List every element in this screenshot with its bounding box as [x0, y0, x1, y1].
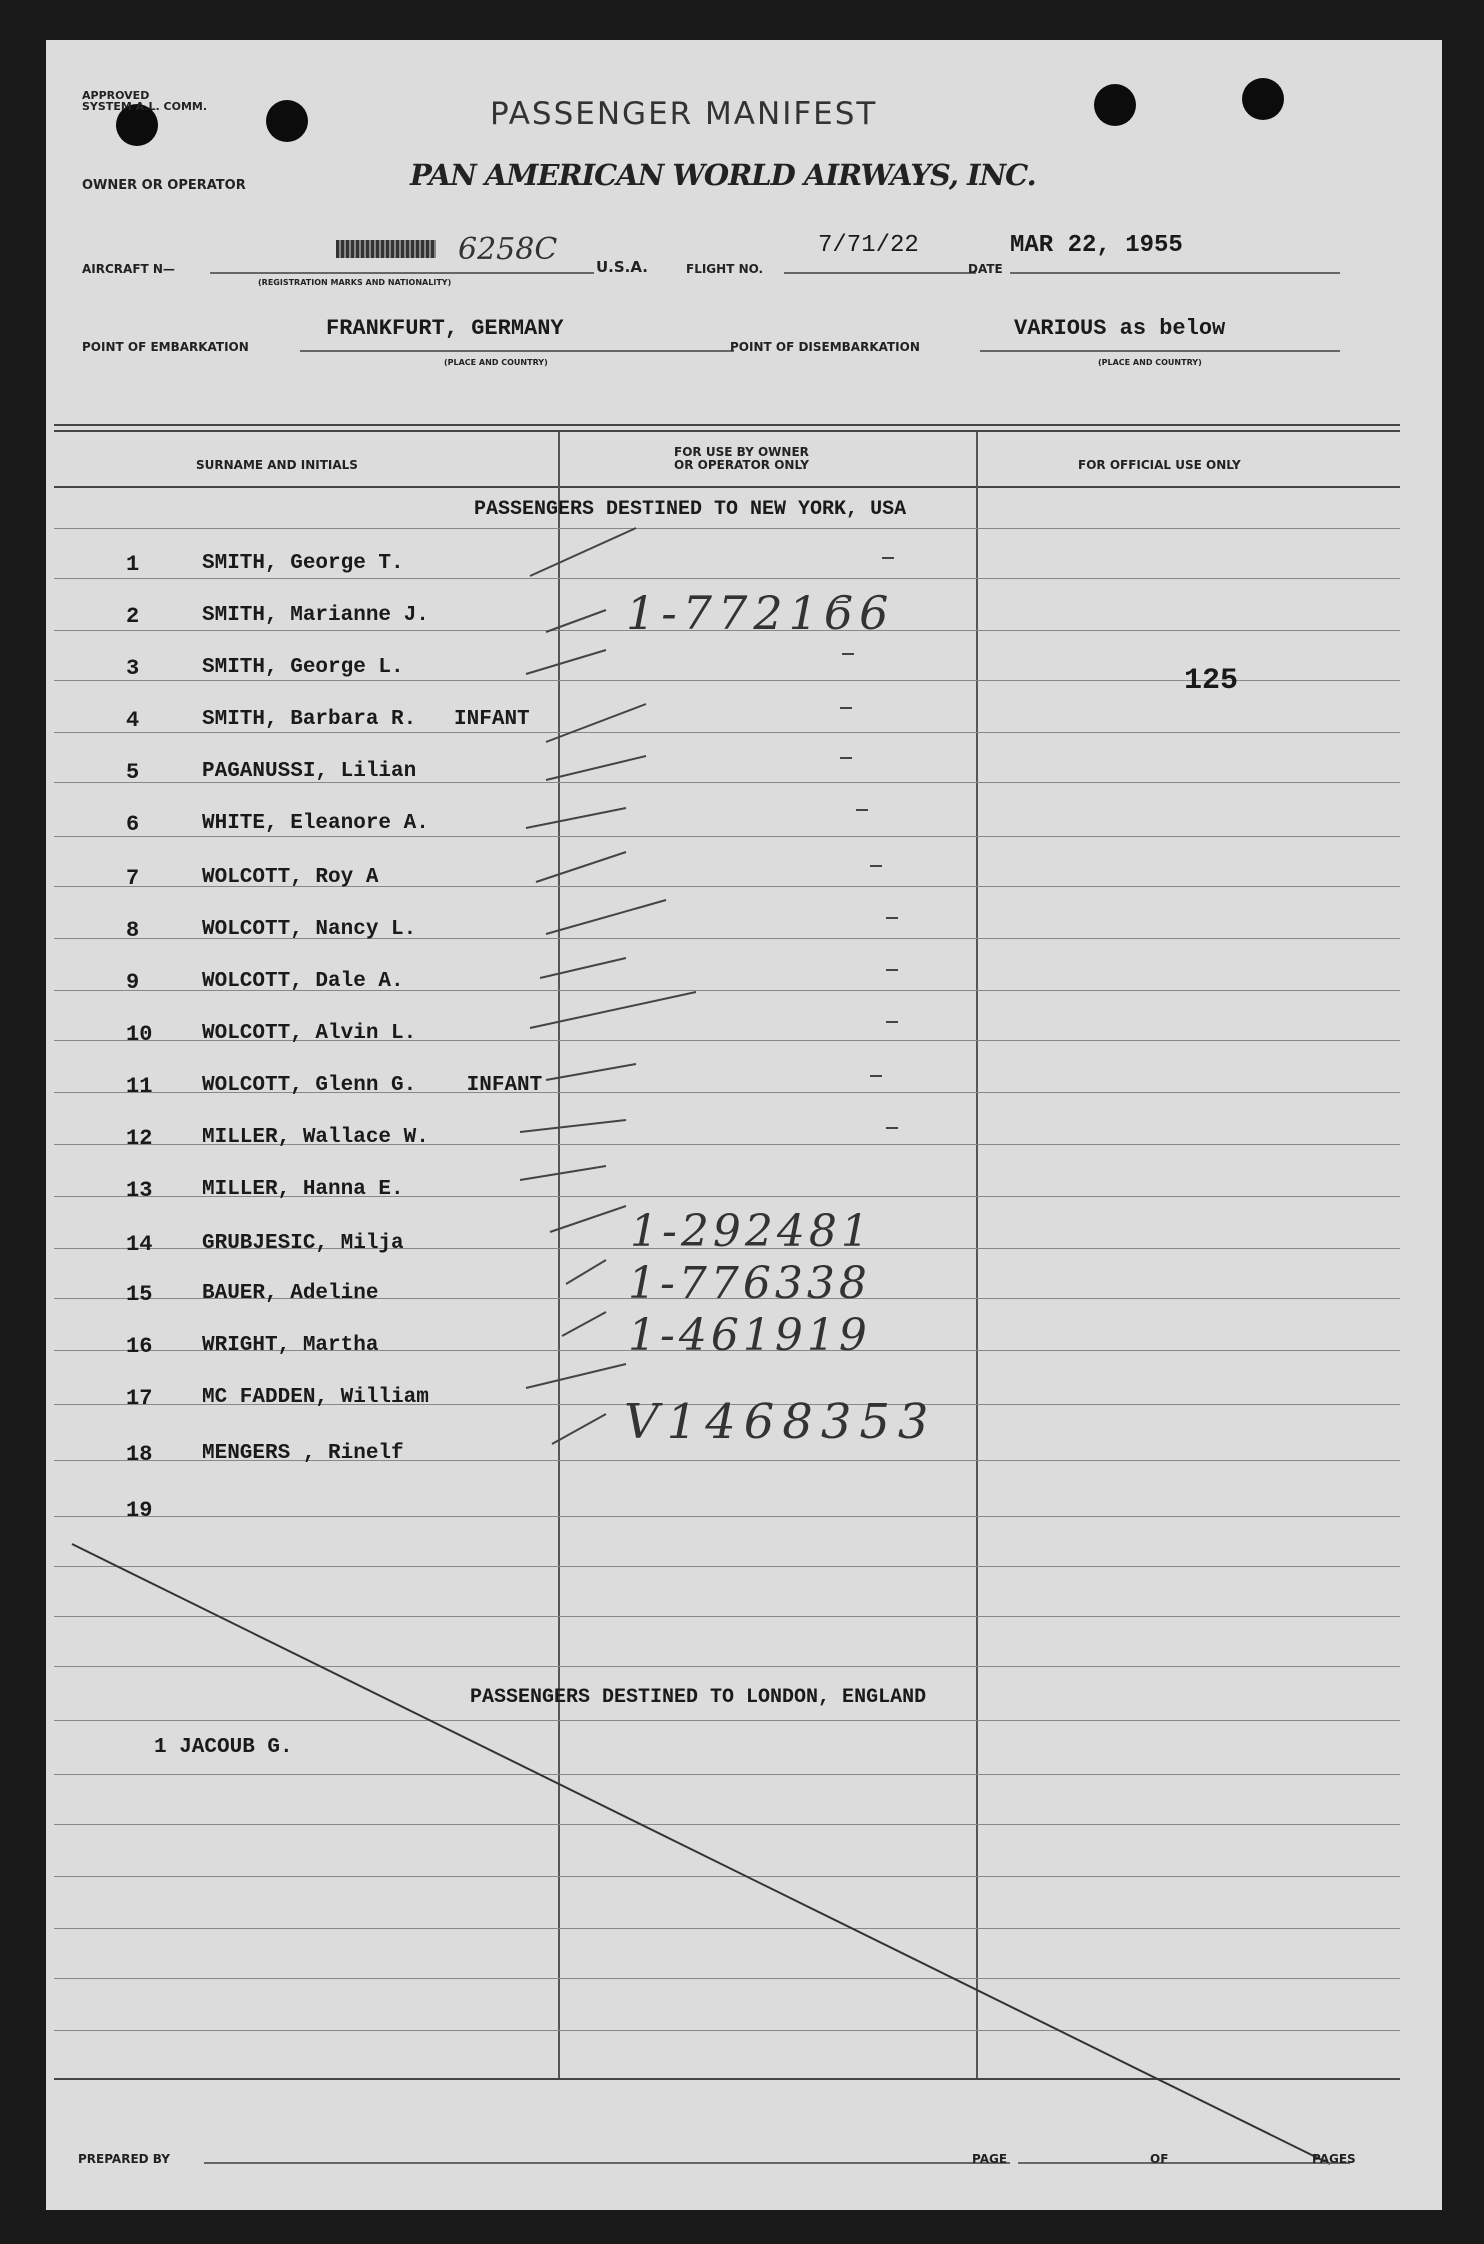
operator-column-header: FOR USE BY OWNER OR OPERATOR ONLY [674, 445, 809, 472]
flight-label: FLIGHT NO. [686, 262, 764, 276]
usa-label: U.S.A. [596, 258, 648, 276]
passenger-name: SMITH, Marianne J. [202, 604, 429, 627]
section-heading-new-york: PASSENGERS DESTINED TO NEW YORK, USA [474, 498, 907, 521]
row-number: 12 [126, 1126, 153, 1151]
row-number: 11 [126, 1074, 153, 1099]
flight-value: 7/71/22 [818, 232, 919, 259]
passenger-name: MILLER, Hanna E. [202, 1178, 404, 1201]
london-passenger: 1 JACOUB G. [154, 1736, 293, 1759]
official-column-header: FOR OFFICIAL USE ONLY [1078, 458, 1241, 472]
manifest-page [46, 40, 1442, 2210]
row-number: 5 [126, 760, 140, 785]
passenger-name: SMITH, Barbara R. INFANT [202, 708, 530, 731]
ticket-number: 1-772166 [626, 586, 895, 640]
passenger-name: WOLCOTT, Alvin L. [202, 1022, 417, 1045]
section-heading-london: PASSENGERS DESTINED TO LONDON, ENGLAND [470, 1686, 927, 1709]
passenger-name: WOLCOTT, Roy A [202, 866, 379, 889]
row-number: 2 [126, 604, 140, 629]
page-title: PASSENGER MANIFEST [490, 96, 878, 132]
passenger-name: MENGERS , Rinelf [202, 1442, 404, 1465]
passenger-name: MILLER, Wallace W. [202, 1126, 429, 1149]
row-number: 15 [126, 1282, 153, 1307]
aircraft-value: 6258C [458, 232, 558, 267]
row-number: 9 [126, 970, 140, 995]
passenger-name: SMITH, George L. [202, 656, 404, 679]
passenger-name: WHITE, Eleanore A. [202, 812, 429, 835]
embarkation-caption: (PLACE AND COUNTRY) [444, 358, 548, 367]
disembarkation-value: VARIOUS as below [1014, 316, 1226, 341]
passenger-name: PAGANUSSI, Lilian [202, 760, 417, 783]
embarkation-value: FRANKFURT, GERMANY [326, 316, 564, 341]
pages-label: PAGES [1312, 2152, 1356, 2166]
row-number: 18 [126, 1442, 153, 1467]
ticket-number: 1-776338 [628, 1258, 871, 1309]
passenger-name: WOLCOTT, Dale A. [202, 970, 404, 993]
ticket-number: 1-461919 [628, 1310, 871, 1361]
date-label: DATE [968, 262, 1003, 276]
passenger-name: MC FADDEN, William [202, 1386, 429, 1409]
row-number: 19 [126, 1498, 153, 1523]
prepared-by-underline [204, 2162, 1010, 2164]
surname-column-header: SURNAME AND INITIALS [196, 458, 358, 472]
disembarkation-caption: (PLACE AND COUNTRY) [1098, 358, 1202, 367]
row-number: 17 [126, 1386, 153, 1411]
row-number: 8 [126, 918, 140, 943]
row-number: 4 [126, 708, 140, 733]
date-value: MAR 22, 1955 [1010, 232, 1183, 259]
owner-label: OWNER OR OPERATOR [82, 178, 246, 193]
row-number: 7 [126, 866, 140, 891]
of-label: OF [1150, 2152, 1169, 2166]
official-note: 125 [1184, 664, 1239, 698]
approved-stamp: APPROVED SYSTEM A.L. COMM. [82, 89, 208, 113]
passenger-name: GRUBJESIC, Milja [202, 1232, 404, 1255]
row-number: 6 [126, 812, 140, 837]
passenger-name: SMITH, George T. [202, 552, 404, 575]
row-number: 3 [126, 656, 140, 681]
passenger-name: WRIGHT, Martha [202, 1334, 379, 1357]
aircraft-label: AIRCRAFT N— [82, 262, 175, 276]
passenger-name: BAUER, Adeline [202, 1282, 379, 1305]
passenger-name: WOLCOTT, Nancy L. [202, 918, 417, 941]
row-number: 13 [126, 1178, 153, 1203]
row-number: 1 [126, 552, 140, 577]
passenger-name: WOLCOTT, Glenn G. INFANT [202, 1074, 543, 1097]
owner-value: PAN AMERICAN WORLD AIRWAYS, INC. [410, 158, 1036, 192]
page-label: PAGE [972, 2152, 1008, 2166]
row-number: 14 [126, 1232, 153, 1257]
row-number: 10 [126, 1022, 153, 1047]
registration-caption: (REGISTRATION MARKS AND NATIONALITY) [258, 278, 452, 287]
diagonal-strike-line [46, 40, 1442, 2210]
row-number: 16 [126, 1334, 153, 1359]
ticket-number: V1468353 [624, 1394, 937, 1450]
ticket-number: 1-292481 [630, 1206, 873, 1257]
prepared-by-label: PREPARED BY [78, 2152, 170, 2166]
disembarkation-label: POINT OF DISEMBARKATION [730, 340, 920, 354]
embarkation-label: POINT OF EMBARKATION [82, 340, 249, 354]
